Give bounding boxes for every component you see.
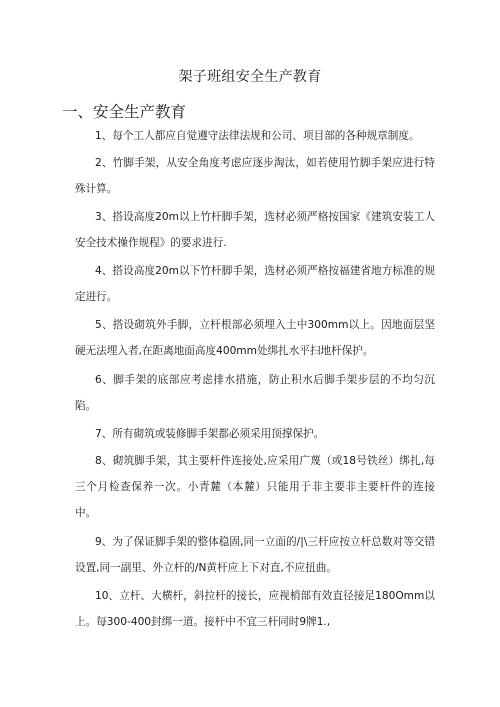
section-heading: 一、安全生产教育 <box>62 103 187 121</box>
paragraph-5: 5、搭设砌筑外手脚，立杆根部必须埋入土中300mm以上。因地面层坚硬无法埋入者,在距离地面高度400mm处绑扎水平扫地杆保护。 <box>75 319 435 357</box>
document-title: 架子班组安全生产教育 <box>178 69 322 85</box>
paragraph-10: 10、立杆、大横杆，斜拉杆的接长，应视梢部有效直径接足180Omm以上。每300-400封绑一道。接杆中不宜三杆同时9牌1., <box>75 590 435 628</box>
paragraph-4: 4、搭设高度20m以下竹杆脚手架，选材必须严格按福建省地方标准的规定进行。 <box>75 265 435 303</box>
paragraph-9: 9、为了保证脚手架的整体稳固,同一立面的/|\三杆应按立杆总数对等交错设置,同一副里、外立杆的/N黄杆应上下对直,不应扭曲。 <box>75 536 435 574</box>
paragraph-3: 3、搭设高度20m以上竹杆脚手架，选材必须严格按国家《建筑安装工人安全技术操作规程》的要求进行. <box>75 211 435 249</box>
paragraph-2: 2、竹脚手架，从安全角度考虑应逐步淘汰，如若使用竹脚手架应进行特殊计算。 <box>75 157 435 195</box>
paragraph-7: 7、所有砌筑或装修脚手架都必须采用顶撑保护。 <box>95 428 325 440</box>
paragraph-1: 1、每个工人都应自觉遵守法律法规和公司、项目部的各种规章制度。 <box>95 130 420 142</box>
paragraph-6: 6、脚手架的底部应考虑排水措施，防止积水后脚手架步层的不均匀沉陷。 <box>75 374 435 412</box>
paragraph-8: 8、砌筑脚手架，其主要杆件连接处,应采用广蔑（或18号铁丝）绑扎,每三个月检查保养一次。小青麓（本麓）只能用于非主要非主要杆件的连接中。 <box>75 455 435 519</box>
